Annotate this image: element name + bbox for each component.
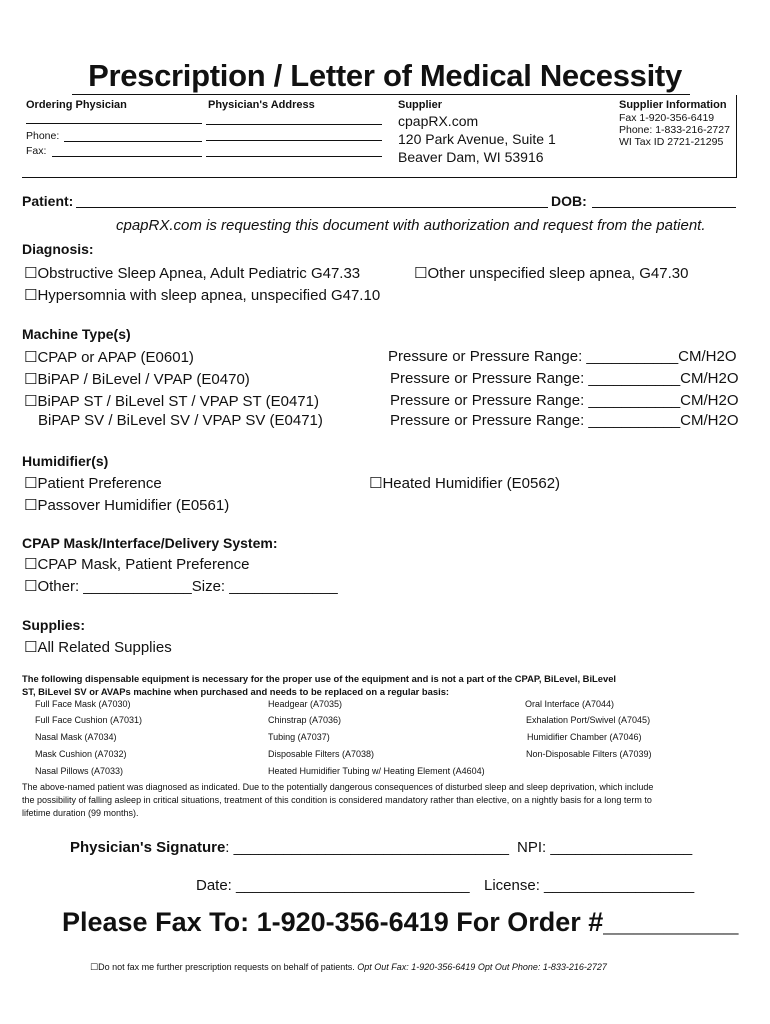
supplier-info-label: Supplier Information [619,99,727,111]
supplier-tax-id: WI Tax ID 2721-21295 [619,136,724,148]
date-field[interactable]: Date: ____________________________ [196,877,470,894]
equipment-item: Tubing (A7037) [268,732,330,742]
signature-label: Physician's Signature [70,839,226,856]
signature-line[interactable]: : _________________________________ [225,839,509,856]
diagnosis-option-hypersomnia[interactable]: ☐Hypersomnia with sleep apnea, unspecified G47.10 [24,287,381,304]
humidifier-option-heated[interactable]: ☐Heated Humidifier (E0562) [369,475,561,492]
patient-name-line[interactable] [76,207,548,208]
humidifier-heading: Humidifier(s) [22,453,109,469]
patient-label: Patient: [22,193,74,209]
equipment-item: Disposable Filters (A7038) [268,749,375,759]
machine-option-bipap-st[interactable]: ☐BiPAP ST / BiLevel ST / VPAP ST (E0471) [24,393,319,410]
equipment-item: Headgear (A7035) [268,699,343,709]
equipment-item: Oral Interface (A7044) [525,699,615,709]
diagnosis-statement-line-3: lifetime duration (99 months). [22,808,139,818]
ordering-physician-line[interactable] [26,123,202,124]
page-title: Prescription / Letter of Medical Necessity [88,58,682,93]
dob-line[interactable] [592,207,736,208]
physician-address-label: Physician's Address [208,99,315,111]
equipment-item: Chinstrap (A7036) [268,715,342,725]
opt-out-phone: Opt Out Phone: 1-833-216-2727 [477,962,607,972]
machine-option-bipap-sv: BiPAP SV / BiLevel SV / VPAP SV (E0471) [38,412,323,429]
equipment-item: Mask Cushion (A7032) [35,749,127,759]
pressure-range-1[interactable]: Pressure or Pressure Range: ___________CM/H2O [388,348,737,365]
phone-line[interactable] [64,141,202,142]
supplier-city: Beaver Dam, WI 53916 [398,149,544,165]
mask-option-preference[interactable]: ☐CPAP Mask, Patient Preference [24,556,250,573]
mask-heading: CPAP Mask/Interface/Delivery System: [22,535,278,551]
supplies-heading: Supplies: [22,617,86,633]
machine-heading: Machine Type(s) [22,326,131,342]
humidifier-option-preference[interactable]: ☐Patient Preference [24,475,162,492]
dob-label: DOB: [551,193,587,209]
fax-label: Fax: [26,145,47,157]
equipment-item: Full Face Mask (A7030) [35,699,131,709]
fax-line[interactable] [52,156,202,157]
supplier-fax: Fax 1-920-356-6419 [619,112,715,124]
equipment-note-line-2: ST, BiLevel SV or AVAPs machine when purchased and needs to be replaced on a regular basis: [22,686,450,697]
diagnosis-statement-line-1: The above-named patient was diagnosed as indicated. Due to the potentially dangerous consequences of disturbed sleep and sleep deprivation, which include [22,782,654,792]
supplier-phone: Phone: 1-833-216-2727 [619,124,730,136]
diagnosis-heading: Diagnosis: [22,241,94,257]
supplies-option-all[interactable]: ☐All Related Supplies [24,639,172,656]
equipment-item: Heated Humidifier Tubing w/ Heating Element (A4604) [268,766,485,776]
opt-out-fax: Opt Out Fax: 1-920-356-6419 [357,962,476,972]
address-line-3[interactable] [206,156,382,157]
equipment-item: Nasal Pillows (A7033) [35,766,124,776]
equipment-item: Humidifier Chamber (A7046) [527,732,642,742]
equipment-item: Full Face Cushion (A7031) [35,715,143,725]
equipment-note-line-1: The following dispensable equipment is necessary for the proper use of the equipment and is not a part of the CPAP, BiLevel, BiLevel [22,673,617,684]
signature-row [70,839,509,856]
pressure-range-4[interactable]: Pressure or Pressure Range: ___________CM/H2O [390,412,739,429]
address-line-1[interactable] [206,124,382,125]
mask-option-other[interactable]: ☐Other: _____________Size: _____________ [24,578,338,595]
machine-option-cpap[interactable]: ☐CPAP or APAP (E0601) [24,349,194,366]
fax-to-line: Please Fax To: 1-920-356-6419 For Order #_________ [62,907,739,937]
diagnosis-option-other[interactable]: ☐Other unspecified sleep apnea, G47.30 [414,265,689,282]
opt-out-checkbox[interactable]: ☐ [90,962,99,972]
request-note: cpapRX.com is requesting this document with authorization and request from the patient. [116,217,706,234]
pressure-range-3[interactable]: Pressure or Pressure Range: ___________CM/H2O [390,392,739,409]
supplier-name: cpapRX.com [398,113,479,129]
address-line-2[interactable] [206,140,382,141]
supplier-label: Supplier [398,99,443,111]
equipment-item: Non-Disposable Filters (A7039) [526,749,652,759]
opt-out-line [90,962,607,973]
equipment-item: Exhalation Port/Swivel (A7045) [526,715,651,725]
opt-out-text: Do not fax me further prescription requests on behalf of patients. [98,962,355,972]
ordering-physician-label: Ordering Physician [26,99,127,111]
phone-label: Phone: [26,130,60,142]
diagnosis-statement-line-2: the possibility of falling asleep in critical situations, treatment of this condition is considered mandatory rather than elective, on a nightly basis for a long term to [22,795,652,805]
license-field[interactable]: License: __________________ [484,877,695,894]
diagnosis-option-osa[interactable]: ☐Obstructive Sleep Apnea, Adult Pediatric G47.33 [24,265,361,282]
machine-option-bipap[interactable]: ☐BiPAP / BiLevel / VPAP (E0470) [24,371,250,388]
npi-field[interactable]: NPI: _________________ [517,839,693,856]
humidifier-option-passover[interactable]: ☐Passover Humidifier (E0561) [24,497,230,514]
equipment-item: Nasal Mask (A7034) [35,732,117,742]
pressure-range-2[interactable]: Pressure or Pressure Range: ___________CM/H2O [390,370,739,387]
supplier-street: 120 Park Avenue, Suite 1 [398,131,556,147]
